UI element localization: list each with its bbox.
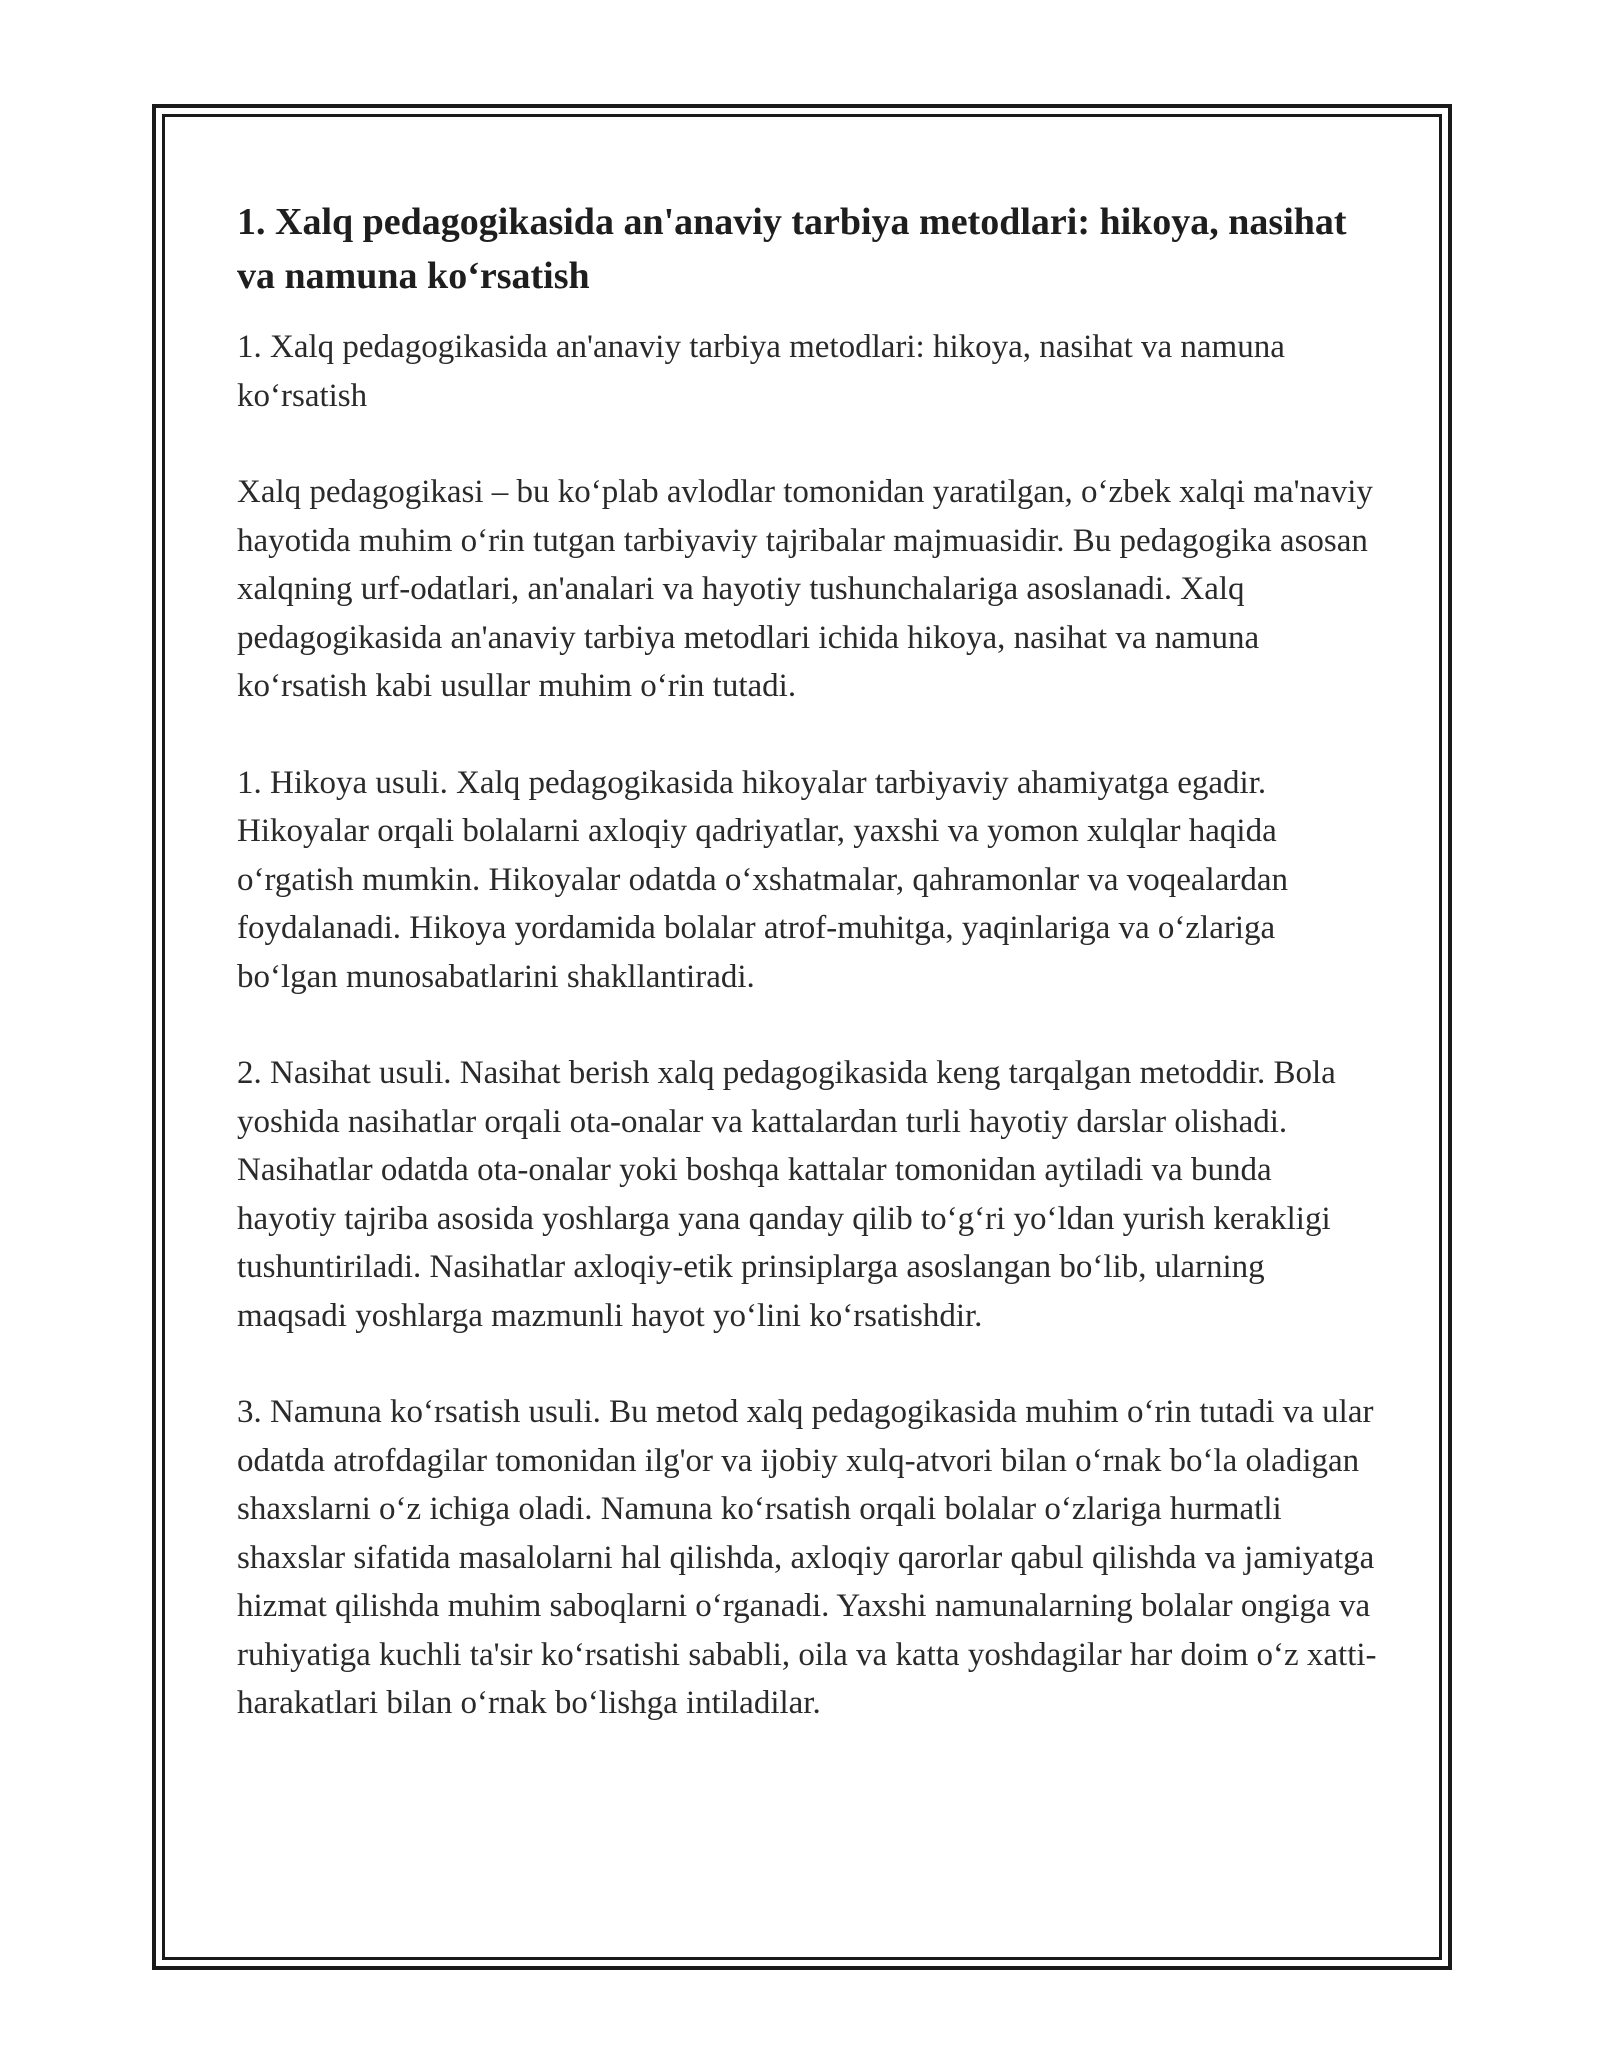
document-body	[237, 195, 1377, 1776]
paragraph-hikoya: 1. Hikoya usuli. Xalq pedagogikasida hikoyalar tarbiyaviy ahamiyatga egadir. Hikoyalar orqali bolalarni axloqiy qadriyatlar, yaxshi va yomon xulqlar haqida o‘rgatish mumkin. Hikoyalar odatda o‘xshatmalar, qahramonlar va voqealardan foydalanadi. Hikoya yordamida bolalar atrof-muhitga, yaqinlariga va o‘zlariga bo‘lgan munosabatlarini shakllantiradi.	[237, 764, 1288, 995]
paragraph-title-repeat: 1. Xalq pedagogikasida an'anaviy tarbiya metodlari: hikoya, nasihat va namuna ko‘rsatish	[237, 329, 1285, 414]
paragraph-nasihat: 2. Nasihat usuli. Nasihat berish xalq pedagogikasida keng tarqalgan metoddir. Bola yoshida nasihatlar orqali ota-onalar va kattalardan turli hayotiy darslar olishadi. Nasihatlar odatda ota-onalar yoki boshqa kattalar tomonidan aytiladi va bunda hayotiy tajriba asosida yoshlarga yana qanday qilib to‘g‘ri yo‘ldan yurish kerakligi tushuntiriladi. Nasihatlar axloqiy-etik prinsiplarga asoslangan bo‘lib, ularning maqsadi yoshlarga mazmunli hayot yo‘lini ko‘rsatishdir.	[237, 1055, 1336, 1334]
page-border	[152, 104, 1452, 1970]
document-heading: 1. Xalq pedagogikasida an'anaviy tarbiya metodlari: hikoya, nasihat va namuna ko‘rsatish	[237, 201, 1347, 297]
paragraph-intro: Xalq pedagogikasi – bu ko‘plab avlodlar tomonidan yaratilgan, o‘zbek xalqi ma'naviy hayotida muhim o‘rin tutgan tarbiyaviy tajribalar majmuasidir. Bu pedagogika asosan xalqning urf-odatlari, an'analari va hayotiy tushunchalariga asoslanadi. Xalq pedagogikasida an'anaviy tarbiya metodlari ichida hikoya, nasihat va namuna ko‘rsatish kabi usullar muhim o‘rin tutadi.	[237, 474, 1373, 704]
paragraph-namuna: 3. Namuna ko‘rsatish usuli. Bu metod xalq pedagogikasida muhim o‘rin tutadi va ular odatda atrofdagilar tomonidan ilg'or va ijobiy xulq-atvori bilan o‘rnak bo‘la oladigan shaxslarni o‘z ichiga oladi. Namuna ko‘rsatish orqali bolalar o‘zlariga hurmatli shaxslar sifatida masalolarni hal qilishda, axloqiy qarorlar qabul qilishda va jamiyatga hizmat qilishda muhim saboqlarni o‘rganadi. Yaxshi namunalarning bolalar ongiga va ruhiyatiga kuchli ta'sir ko‘rsatishi sababli, oila va katta yoshdagilar har doim o‘z xatti-harakatlari bilan o‘rnak bo‘lishga intiladilar.	[237, 1394, 1377, 1721]
page-border-inner	[162, 114, 1442, 1960]
